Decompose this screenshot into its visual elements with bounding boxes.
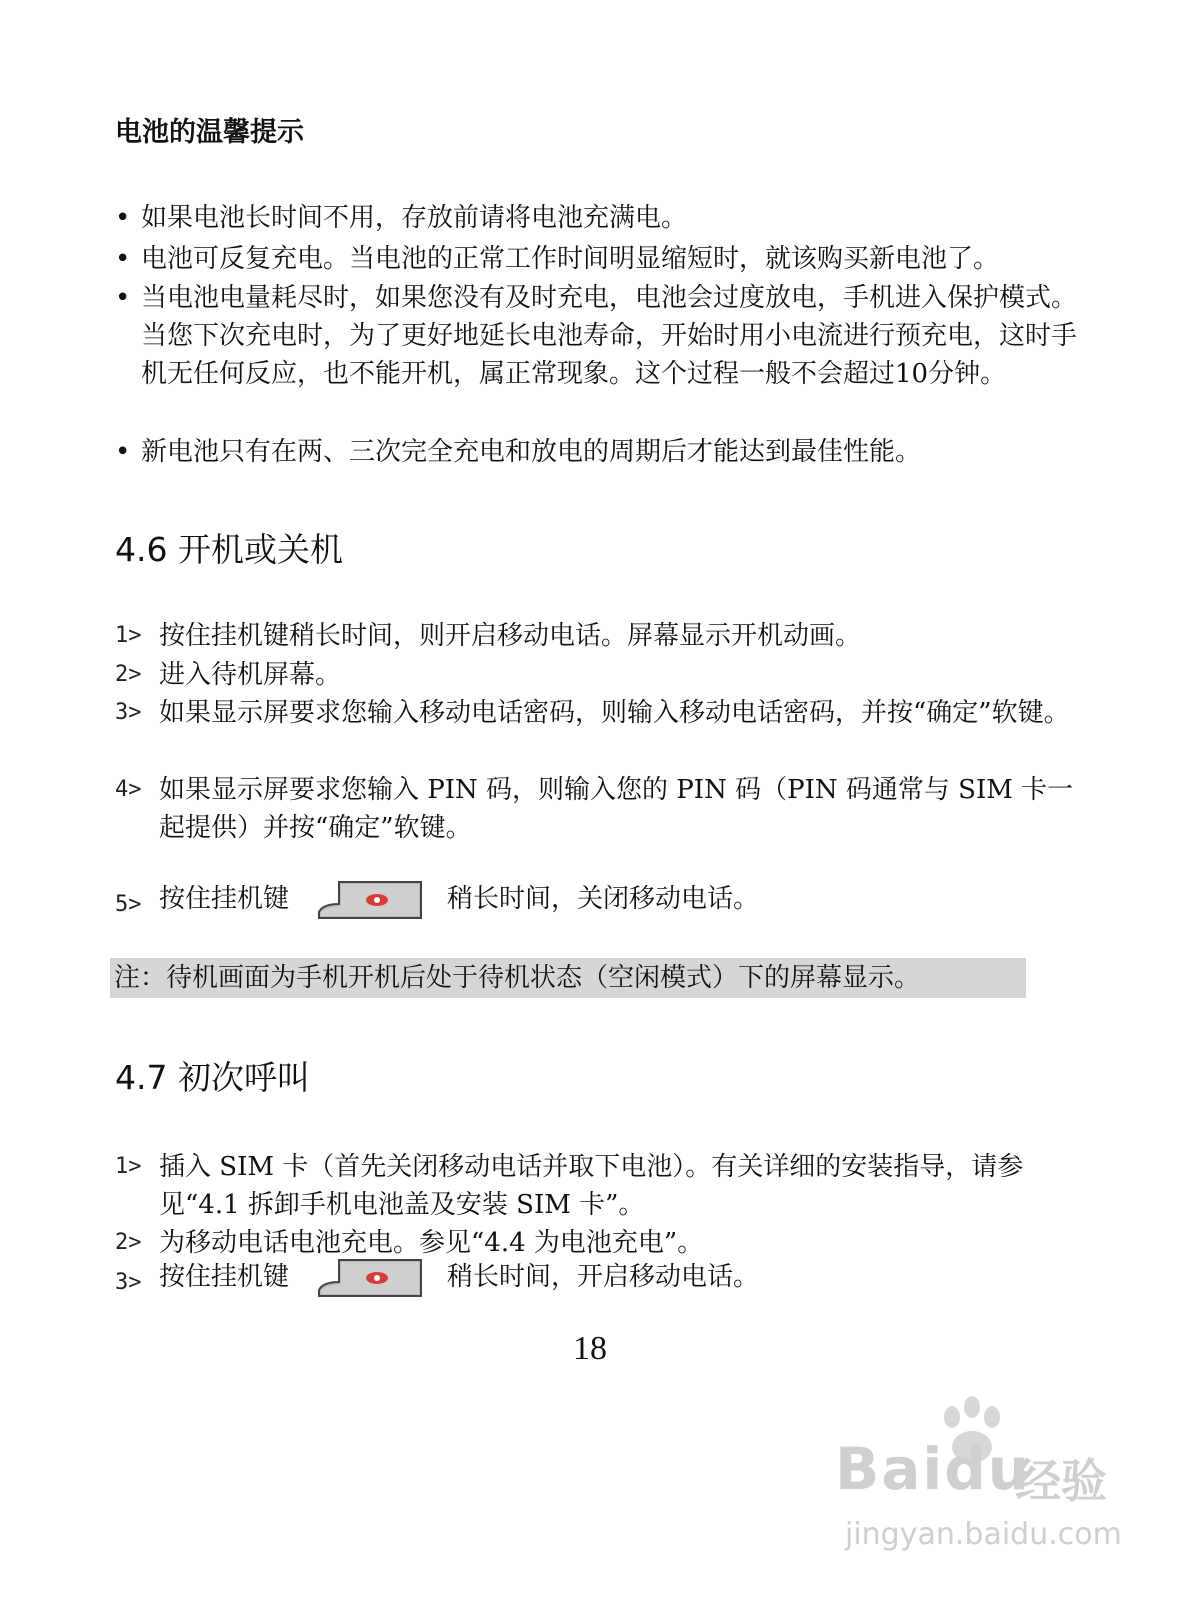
baidu-watermark xyxy=(835,1395,1122,1585)
bullet: • xyxy=(115,437,131,467)
step-text: 如果显示屏要求您输入移动电话密码，则输入移动电话密码，并按“确定”软键。 xyxy=(159,698,1070,728)
step-text-after: 稍长时间，关闭移动电话。 xyxy=(447,884,760,914)
bullet: • xyxy=(115,244,131,274)
step-number: 3> xyxy=(115,1270,142,1295)
step-text: 按住挂机键稍长时间，则开启移动电话。屏幕显示开机动画。 xyxy=(159,621,862,651)
list-item xyxy=(115,240,1080,278)
list-item xyxy=(115,199,1080,237)
step-item xyxy=(115,694,1075,732)
step-number: 3> xyxy=(115,700,142,725)
step-text xyxy=(159,1256,1075,1300)
end-call-key-icon xyxy=(313,878,425,922)
bullet: • xyxy=(115,283,131,313)
step-text: 插入 SIM 卡（首先关闭移动电话并取下电池）。有关详细的安装指导，请参见“4.1 拆卸手机电池盖及安装 SIM 卡”。 xyxy=(159,1152,1024,1220)
step-text-before: 按住挂机键 xyxy=(159,1262,290,1292)
list-item xyxy=(115,433,1080,471)
step-number: 1> xyxy=(115,623,142,648)
section-heading-4-6: 4.6 开机或关机 xyxy=(115,530,343,569)
bullet: • xyxy=(115,203,131,233)
step-number: 1> xyxy=(115,1154,142,1179)
battery-tips-title: 电池的温馨提示 xyxy=(115,117,304,148)
step-text: 如果显示屏要求您输入 PIN 码，则输入您的 PIN 码（PIN 码通常与 SIM 卡一起提供）并按“确定”软键。 xyxy=(159,775,1074,843)
step-text-before: 按住挂机键 xyxy=(159,884,290,914)
step-number: 5> xyxy=(115,892,142,917)
watermark-brand: Baidu xyxy=(835,1435,1032,1503)
section-heading-4-7: 4.7 初次呼叫 xyxy=(115,1058,310,1097)
step-text-after: 稍长时间，开启移动电话。 xyxy=(447,1262,760,1292)
step-text: 进入待机屏幕。 xyxy=(159,660,342,690)
list-item xyxy=(115,279,1080,393)
step-item xyxy=(115,617,1075,655)
watermark-url: jingyan.baidu.com xyxy=(845,1517,1122,1552)
list-item-text: 新电池只有在两、三次完全充电和放电的周期后才能达到最佳性能。 xyxy=(141,437,922,467)
step-number: 2> xyxy=(115,662,142,687)
end-call-key-icon xyxy=(313,1256,425,1300)
step-item xyxy=(115,878,1075,922)
step-text xyxy=(159,878,1075,922)
step-text: 为移动电话电池充电。参见“4.4 为电池充电”。 xyxy=(159,1228,704,1258)
watermark-cn: 经验 xyxy=(1015,1454,1107,1508)
list-item-text: 如果电池长时间不用，存放前请将电池充满电。 xyxy=(141,203,688,233)
list-item-text: 电池可反复充电。当电池的正常工作时间明显缩短时，就该购买新电池了。 xyxy=(141,244,1000,274)
step-item xyxy=(115,656,1075,694)
list-item-text: 当电池电量耗尽时，如果您没有及时充电，电池会过度放电，手机进入保护模式。当您下次充电时，为了更好地延长电池寿命，开始时用小电流进行预充电，这时手机无任何反应，也不能开机，属正常现象。这个过程一般不会超过10分钟。 xyxy=(141,283,1078,389)
step-item xyxy=(115,1148,1075,1224)
page-number: 18 xyxy=(573,1330,607,1367)
step-item xyxy=(115,771,1075,847)
step-number: 4> xyxy=(115,777,142,802)
step-item xyxy=(115,1256,1075,1300)
step-number: 2> xyxy=(115,1230,142,1255)
standby-note: 注：待机画面为手机开机后处于待机状态（空闲模式）下的屏幕显示。 xyxy=(110,958,1026,998)
